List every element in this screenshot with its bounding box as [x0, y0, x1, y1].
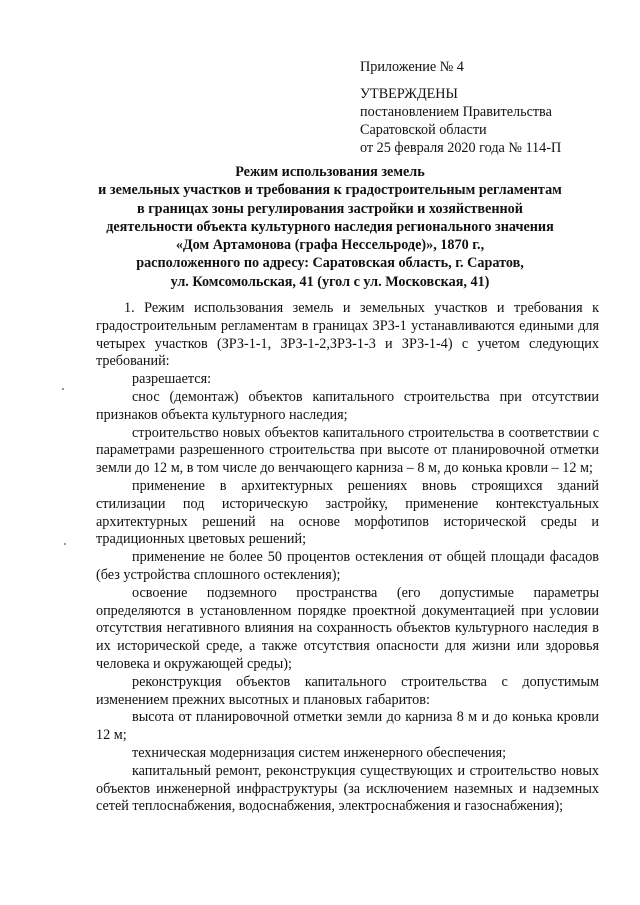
approval-line: постановлением Правительства — [360, 104, 552, 120]
title-line: и земельных участков и требования к градостроительным регламентам — [98, 182, 562, 199]
scan-speck — [62, 388, 64, 390]
approval-date: от 25 февраля 2020 года № 114-П — [360, 140, 562, 156]
title-line: в границах зоны регулирования застройки и хозяйственной — [137, 200, 523, 217]
title-line: Режим использования земель — [235, 164, 425, 180]
approval-block — [360, 58, 561, 157]
title-line: расположенного по адресу: Саратовская область, г. Саратов, — [136, 255, 524, 272]
paragraph: применение не более 50 процентов остекления от общей площади фасадов (без устройства сплошного остекления); — [96, 549, 599, 583]
paragraph: реконструкция объектов капитального строительства с допустимым изменением прежних высотных и плановых габаритов: — [96, 673, 599, 708]
title-line: деятельности объекта культурного наследия регионального значения — [106, 218, 554, 235]
approval-line: Саратовской области — [360, 122, 487, 138]
paragraph: строительство новых объектов капитального строительства в соответствии с параметрами разрешенного строительства при высоте от планировочной отметки земли до 12 м, в том числе до венчающего карниза – 8 м, до конька кровли – 12 м; — [96, 424, 599, 477]
paragraph: разрешается: — [132, 371, 212, 388]
paragraph: высота от планировочной отметки земли до карниза 8 м и до конька кровли 12 м; — [96, 709, 599, 744]
approved-heading: УТВЕРЖДЕНЫ — [360, 86, 458, 102]
paragraph: снос (демонтаж) объектов капитального строительства при отсутствии признаков объекта культурного наследия; — [96, 388, 599, 423]
appendix-number: Приложение № 4 — [360, 59, 464, 75]
title-line: «Дом Артамонова (графа Нессельроде)», 1870 г., — [175, 237, 485, 254]
paragraph: освоение подземного пространства (его допустимые параметры определяются в установленном порядке проектной документацией при условии отсутствия негативного влияния на сохранность объектов культурного наследия в их исторической среде, а также отсутствия опасности для жизни или здоровья человека и окружающей среды); — [96, 584, 599, 672]
document-body — [96, 300, 599, 816]
document-title — [60, 163, 600, 291]
scan-speck — [64, 543, 66, 545]
paragraph: техническая модернизация систем инженерного обеспечения; — [132, 744, 507, 761]
paragraph: применение в архитектурных решениях вновь строящихся зданий стилизации под историческую застройку, применение контекстуальных архитектурных решений на основе морфотипов исторической среды и традиционных цветовых решений; — [96, 477, 599, 548]
paragraph: 1. Режим использования земель и земельных участков и требования к градостроительным регламентам в границах ЗРЗ-1 устанавливаются едиными для четырех участков (ЗРЗ-1-1, ЗРЗ-1-2,ЗРЗ-1-3 и ЗРЗ-1-4) с учетом следующих требований: — [96, 300, 599, 370]
paragraph: капитальный ремонт, реконструкция существующих и строительство новых объектов инженерной инфраструктуры (за исключением наземных и надземных сетей теплоснабжения, водоснабжения, электроснабжения и газоснабжения); — [96, 762, 599, 815]
title-line: ул. Комсомольская, 41 (угол с ул. Московская, 41) — [170, 273, 490, 290]
